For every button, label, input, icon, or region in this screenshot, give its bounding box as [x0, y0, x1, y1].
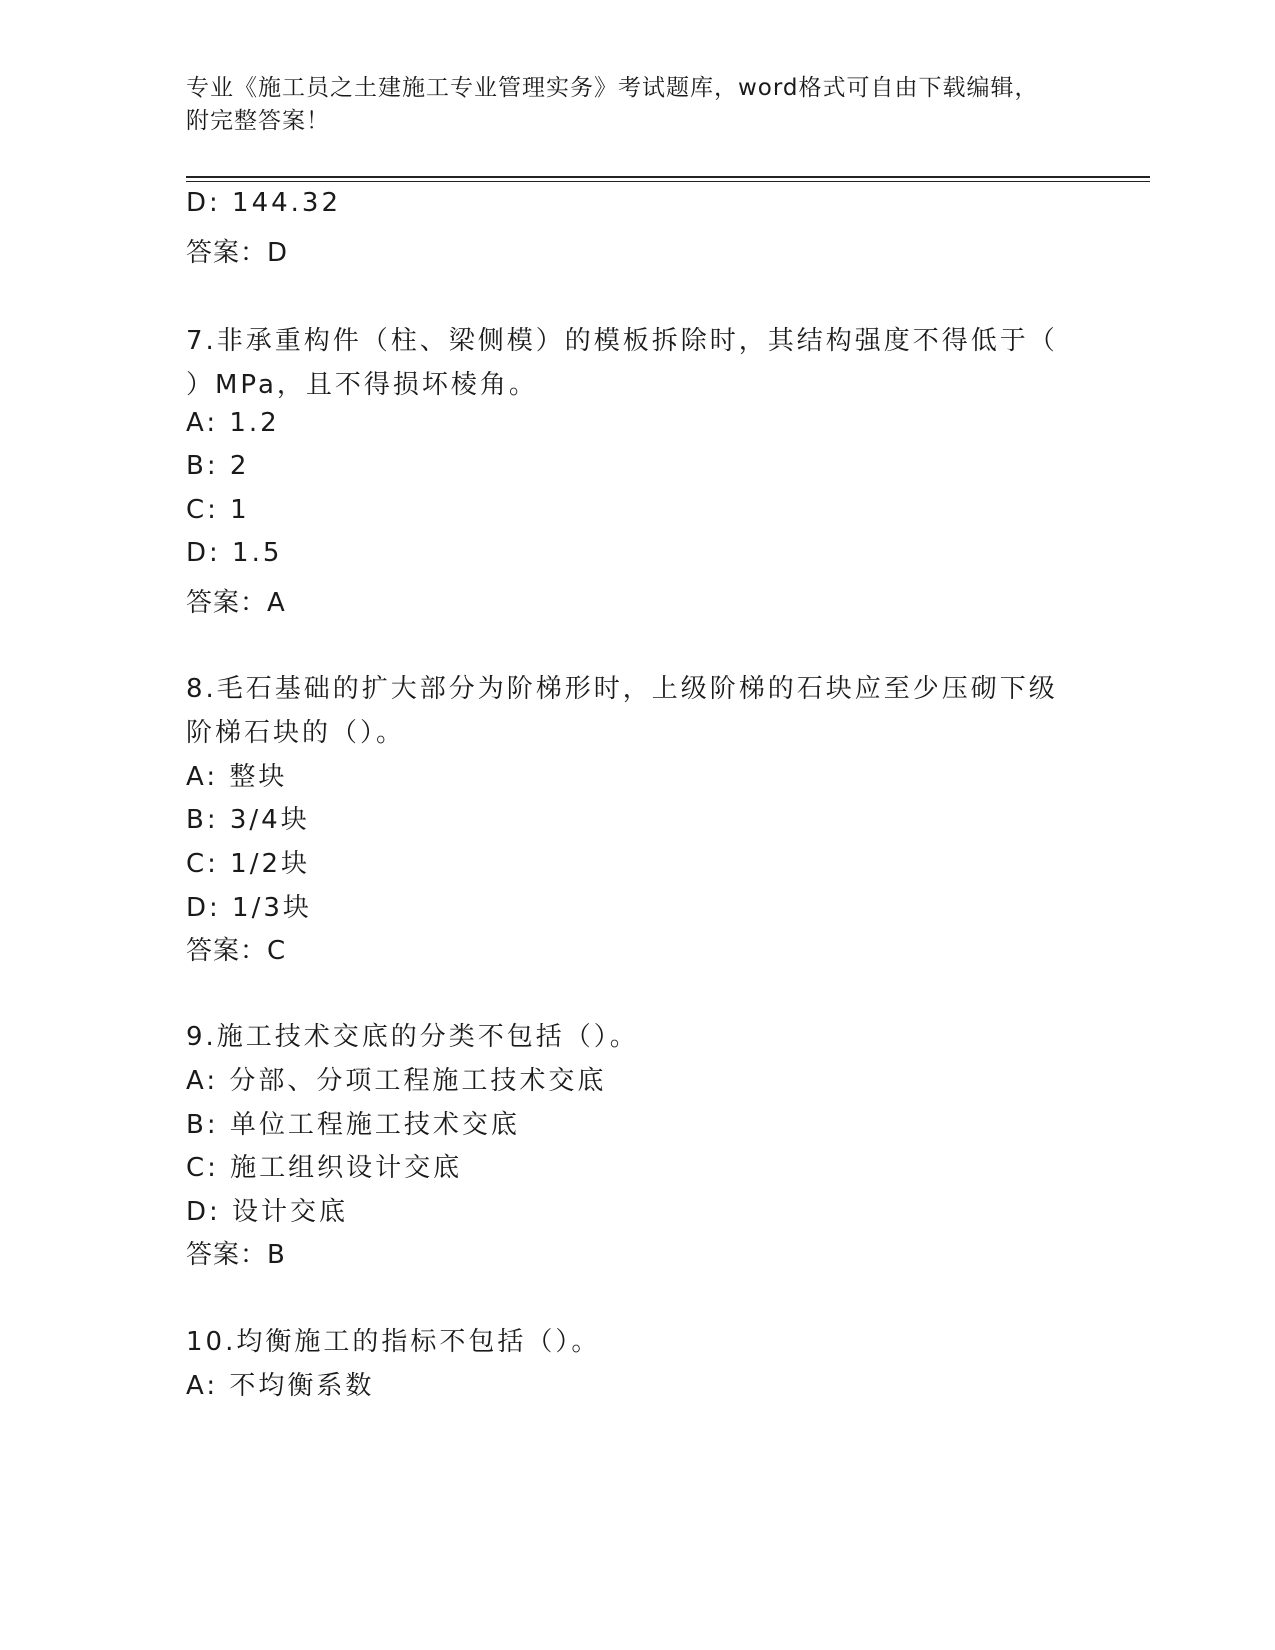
- q10-stem-line-1: 10.均衡施工的指标不包括（）。: [186, 1327, 601, 1357]
- q7-option-c: C: 1: [186, 495, 250, 525]
- header-title-line-1: 专业《施工员之土建施工专业管理实务》考试题库，word格式可自由下载编辑，: [186, 75, 1039, 101]
- prev-question-answer: 答案：D: [186, 238, 289, 268]
- prev-question-option-d: D: 144.32: [186, 188, 342, 218]
- q8-answer: 答案：C: [186, 936, 287, 966]
- q7-stem-line-2: ）MPa，且不得损坏棱角。: [186, 370, 538, 400]
- q7-option-b: B: 2: [186, 451, 250, 481]
- q7-option-d: D: 1.5: [186, 538, 283, 568]
- q7-stem-line-1: 7.非承重构件（柱、梁侧模）的模板拆除时，其结构强度不得低于（: [186, 326, 1058, 356]
- q10-option-a: A: 不均衡系数: [186, 1371, 375, 1401]
- q9-option-d: D: 设计交底: [186, 1197, 349, 1227]
- q9-option-c: C: 施工组织设计交底: [186, 1153, 463, 1183]
- q9-option-a: A: 分部、分项工程施工技术交底: [186, 1066, 607, 1096]
- q8-stem-line-2: 阶梯石块的（）。: [186, 718, 406, 748]
- q8-option-a: A: 整块: [186, 762, 288, 792]
- q8-stem-line-1: 8.毛石基础的扩大部分为阶梯形时，上级阶梯的石块应至少压砌下级: [186, 674, 1058, 704]
- q9-stem-line-1: 9.施工技术交底的分类不包括（）。: [186, 1022, 639, 1052]
- q8-option-b: B: 3/4块: [186, 805, 310, 835]
- document-header: [186, 72, 1066, 138]
- q9-option-b: B: 单位工程施工技术交底: [186, 1110, 520, 1140]
- q9-answer: 答案：B: [186, 1240, 286, 1270]
- q7-option-a: A: 1.2: [186, 408, 280, 438]
- q8-option-c: C: 1/2块: [186, 849, 311, 879]
- header-divider-thin: [186, 181, 1150, 182]
- q7-answer: 答案：A: [186, 588, 286, 618]
- header-divider-thick: [186, 176, 1150, 178]
- q8-option-d: D: 1/3块: [186, 893, 312, 923]
- header-title-line-2: 附完整答案！: [186, 108, 330, 134]
